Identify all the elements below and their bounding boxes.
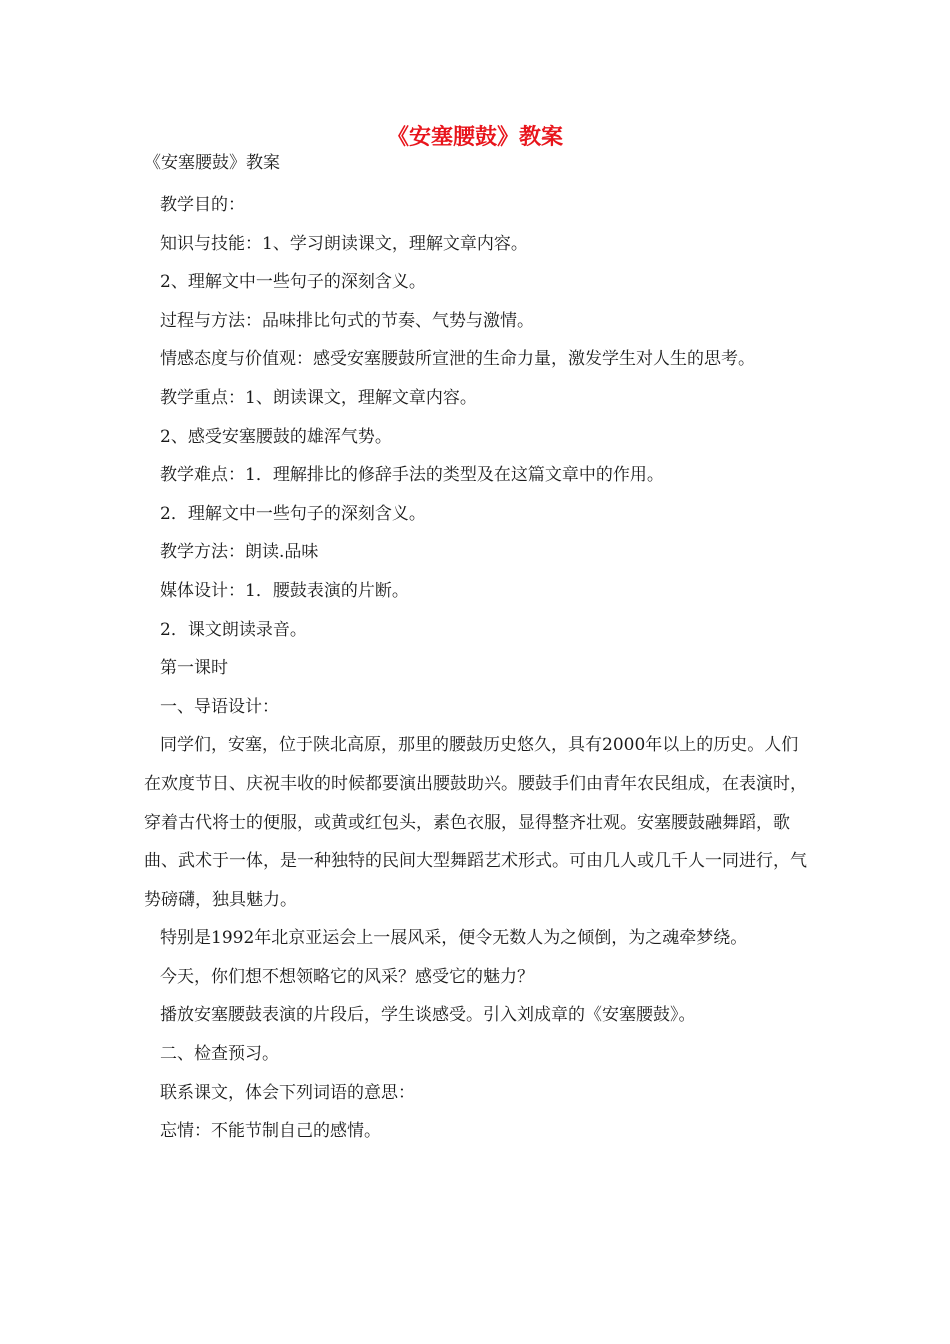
paragraph-check-preview: 二、检查预习。 (160, 1044, 279, 1065)
paragraph-difficulties: 教学难点：1．理解排比的修辞手法的类型及在这篇文章中的作用。 (160, 465, 664, 486)
paragraph-intro-design: 一、导语设计： (160, 696, 279, 717)
document-body (144, 186, 810, 1151)
paragraph-teaching-method: 教学方法：朗读.品味 (160, 542, 319, 563)
paragraph-first-lesson: 第一课时 (160, 658, 228, 679)
paragraph-vocabulary-1: 忘情：不能节制自己的感情。 (160, 1121, 381, 1142)
paragraph-play-video: 播放安塞腰鼓表演的片段后，学生谈感受。引入刘成章的《安塞腰鼓》。 (160, 1005, 696, 1026)
paragraph-key-point-2: 2、感受安塞腰鼓的雄浑气势。 (160, 426, 392, 447)
document-title: 《安塞腰鼓》教案 (386, 124, 563, 150)
paragraph-key-points: 教学重点：1、朗读课文，理解文章内容。 (160, 387, 477, 408)
paragraph-intro-text: 同学们，安塞，位于陕北高原，那里的腰鼓历史悠久，具有2000年以上的历史。人们在欢度节日、庆祝丰收的时候都要演出腰鼓助兴。腰鼓手们由青年农民组成，在表演时，穿着古代将士的便服，或黄或红包头，素色衣服，显得整齐壮观。安塞腰鼓融舞蹈，歌曲、武术于一体，是一种独特的民间大型舞蹈艺术形式。可由几人或几千人一同进行，气势磅礴，独具魅力。 (144, 735, 807, 910)
paragraph-knowledge-skills: 知识与技能：1、学习朗读课文，理解文章内容。 (160, 233, 528, 254)
paragraph-process-method: 过程与方法：品味排比句式的节奏、气势与激情。 (160, 310, 534, 331)
paragraph-asian-games: 特别是1992年北京亚运会上一展风采，便令无数人为之倾倒，为之魂牵梦绕。 (160, 928, 748, 949)
paragraph-goal-2: 2、理解文中一些句子的深刻含义。 (160, 272, 426, 293)
paragraph-vocabulary-intro: 联系课文，体会下列词语的意思： (160, 1082, 415, 1103)
document-subtitle: 《安塞腰鼓》教案 (144, 153, 280, 173)
paragraph-emotion-values: 情感态度与价值观：感受安塞腰鼓所宣泄的生命力量，激发学生对人生的思考。 (160, 349, 755, 370)
paragraph-media-2: 2．课文朗读录音。 (160, 619, 307, 640)
paragraph-question: 今天，你们想不想领略它的风采？感受它的魅力？ (160, 966, 534, 987)
paragraph-teaching-goals: 教学目的： (160, 195, 245, 215)
paragraph-difficulty-2: 2．理解文中一些句子的深刻含义。 (160, 503, 426, 524)
paragraph-media-design: 媒体设计：1．腰鼓表演的片断。 (160, 580, 409, 601)
